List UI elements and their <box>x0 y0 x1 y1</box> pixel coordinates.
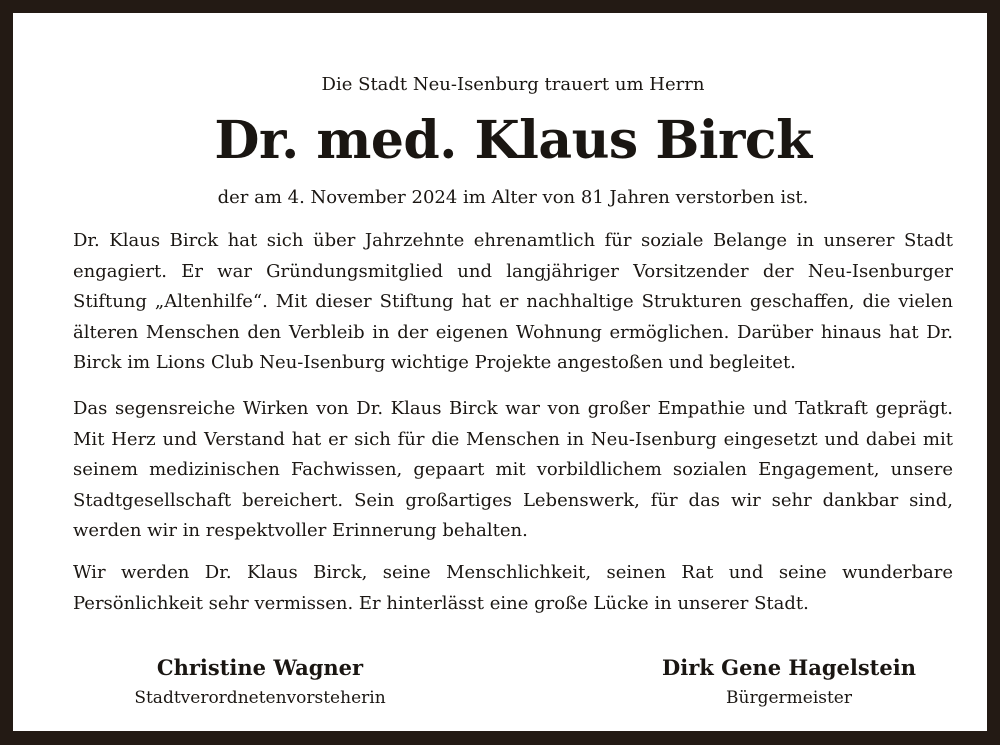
signatory-role: Stadtverordnetenvorsteherin <box>134 688 386 708</box>
signatory-name: Dirk Gene Hagelstein <box>662 655 916 680</box>
death-date-line: der am 4. November 2024 im Alter von 81 Jahren verstorben ist. <box>217 187 809 208</box>
body-paragraph-2: Das segensreiche Wirken von Dr. Klaus Birck war von großer Empathie und Tatkraft geprägt. Mit Herz und Verstand hat er sich für die Menschen in Neu-Isenburg eingesetzt und dabei mit seinem medizinischen Fachwissen, gepaart mit vorbildlichem sozialen Engagement, unsere Stadtgesellschaft bereichert. Sein großartiges Lebenswerk, für das wir sehr dankbar sind, werden wir in respektvoller Erinnerung behalten. <box>73 398 953 541</box>
intro-line: Die Stadt Neu-Isenburg trauert um Herrn <box>321 74 705 95</box>
signatory-name: Christine Wagner <box>156 655 364 680</box>
signature-block-chairwoman <box>100 653 420 713</box>
body-paragraph-3: Wir werden Dr. Klaus Birck, seine Menschlichkeit, seinen Rat und seine wunderbare Persönlichkeit sehr vermissen. Er hinterlässt eine große Lücke in unserer Stadt. <box>73 562 953 614</box>
deceased-name: Dr. med. Klaus Birck <box>214 110 812 171</box>
body-paragraph-1: Dr. Klaus Birck hat sich über Jahrzehnte ehrenamtlich für soziale Belange in unserer Stadt engagiert. Er war Gründungsmitglied und langjähriger Vorsitzender der Neu-Isenburger Stiftung „Altenhilfe“. Mit dieser Stiftung hat er nachhaltige Strukturen geschaffen, die vielen älteren Menschen den Verbleib in der eigenen Wohnung ermöglichen. Darüber hinaus hat Dr. Birck im Lions Club Neu-Isenburg wichtige Projekte angestoßen und begleitet. <box>73 230 953 373</box>
signatory-role: Bürgermeister <box>726 688 852 708</box>
signature-block-mayor <box>629 653 949 713</box>
